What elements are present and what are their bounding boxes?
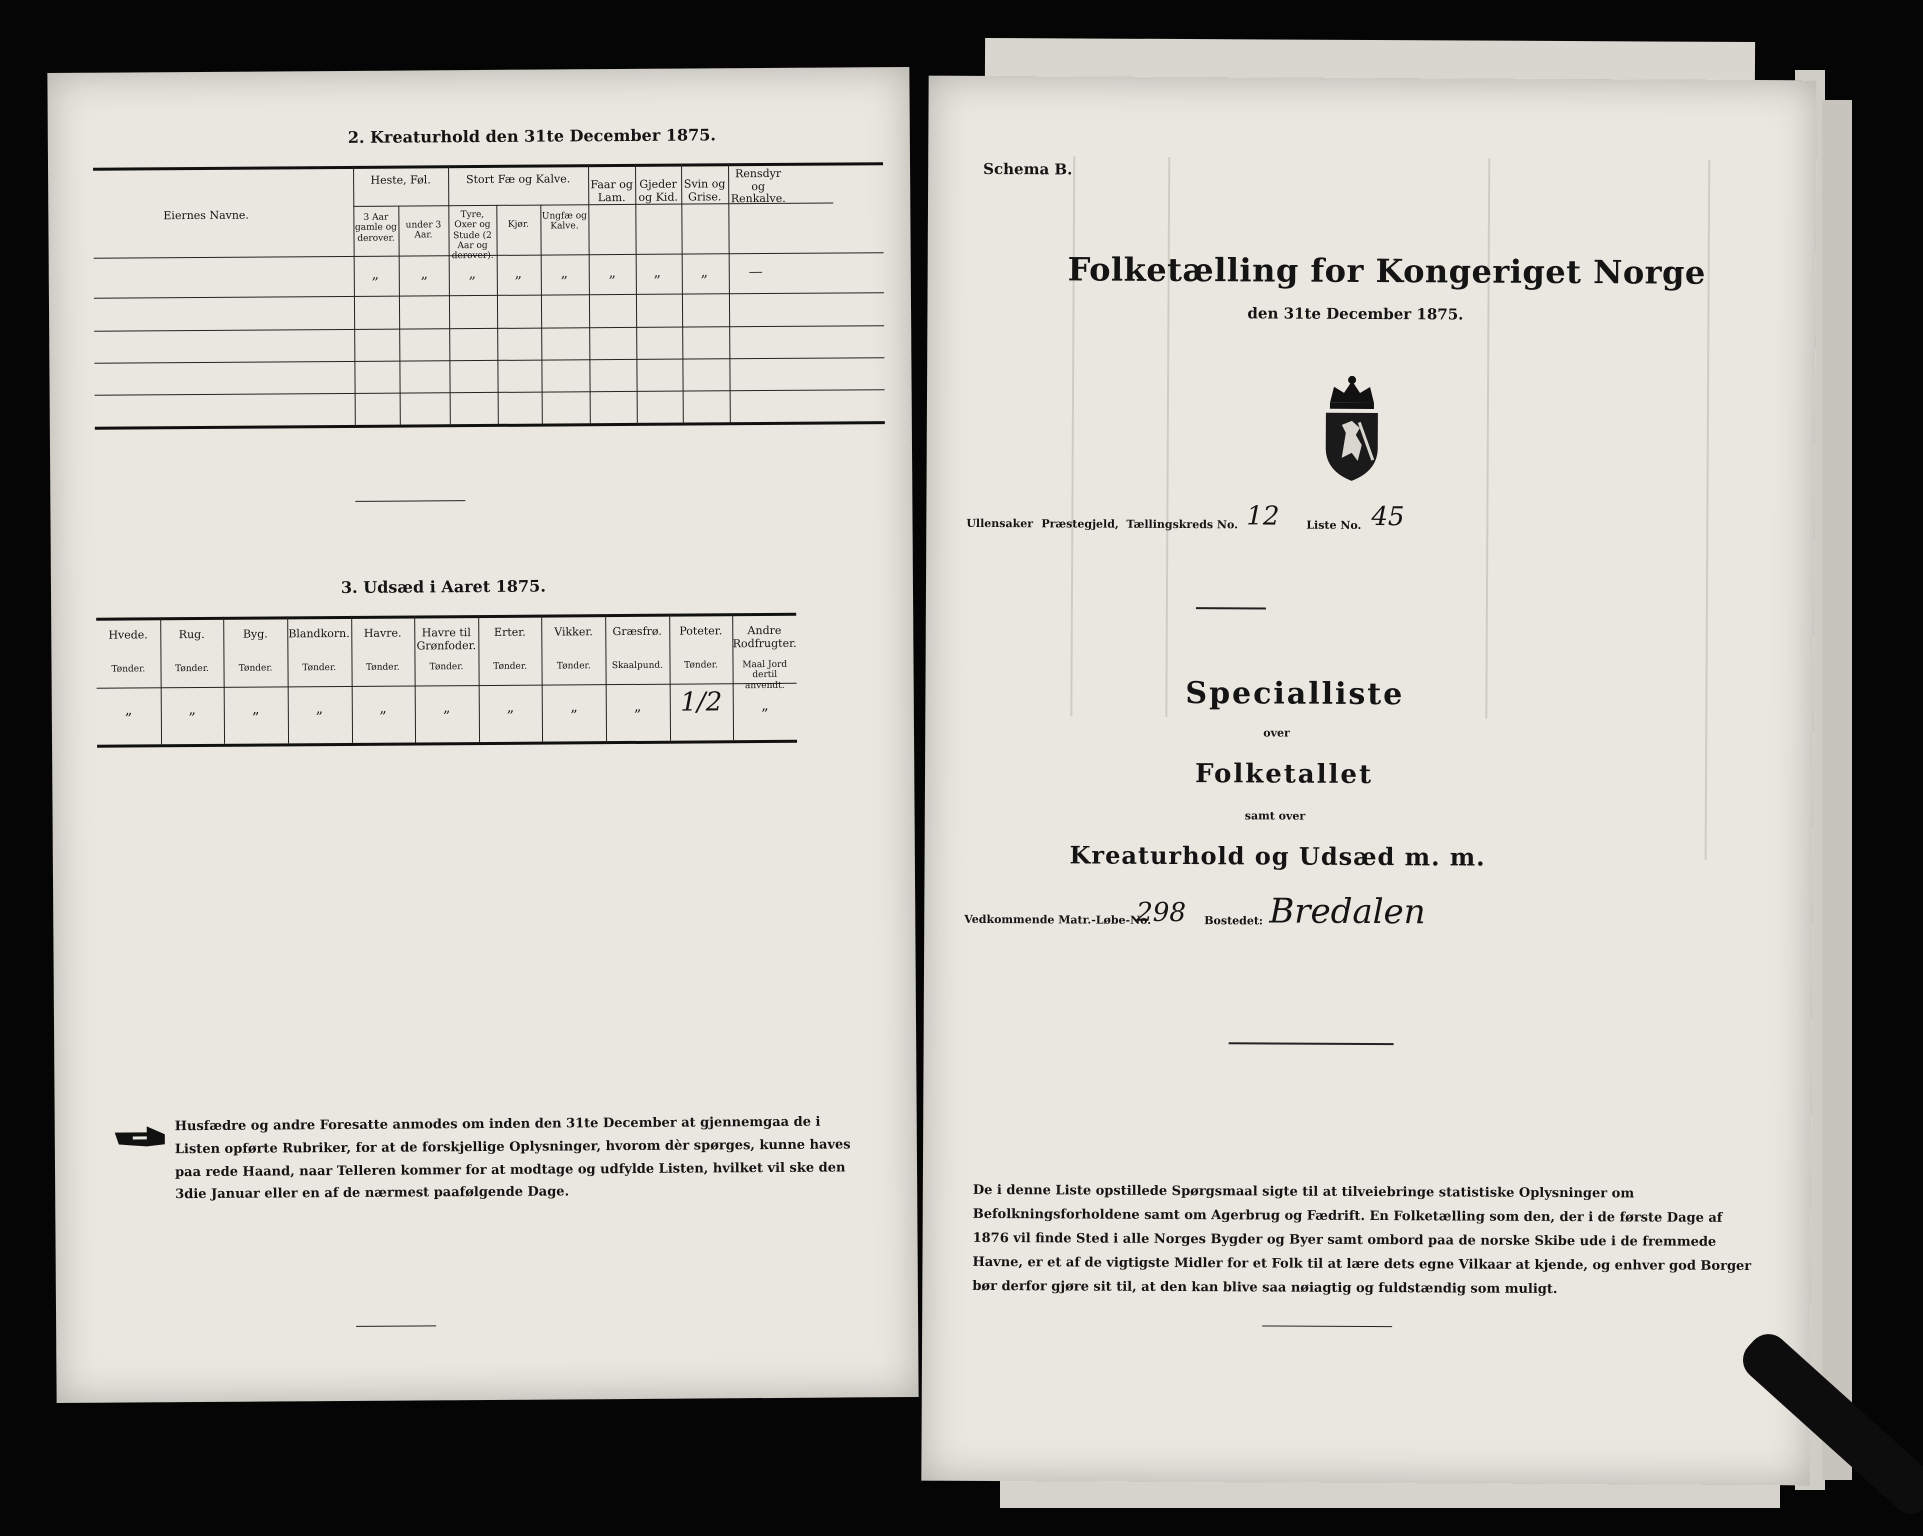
separator-rule: [1229, 1042, 1394, 1045]
bleed-through-rule: [1070, 156, 1075, 716]
table2-heste-header: Heste, Føl.: [370, 173, 431, 187]
table2-row-rule: [95, 389, 885, 396]
bleed-through-rule: [1165, 157, 1170, 717]
tellingskreds-number: 12: [1246, 501, 1280, 532]
coat-of-arms-icon: [1312, 373, 1393, 483]
table3-col-unit: Tønder.: [111, 664, 146, 675]
table3-top-rule: [96, 613, 796, 621]
table3-value-row: [47, 67, 909, 73]
table3-col-unit: Tønder.: [302, 663, 337, 674]
table3-value: „: [761, 698, 769, 715]
table3-value: „: [124, 702, 133, 719]
bosted-value: Bredalen: [1269, 891, 1426, 933]
table3-col-header: Havre til Grønfoder.: [416, 626, 477, 653]
bleed-through-rule: [1485, 159, 1490, 719]
table3-bottom-rule: [97, 740, 797, 748]
table2-ungfae-header: Ungfæ og Kalve.: [541, 211, 587, 232]
table2-row-rule: [94, 292, 884, 299]
table3-col-unit: Skaalpund.: [611, 660, 664, 672]
liste-label: Liste No.: [1306, 518, 1362, 532]
table3-col-header: Græsfrø.: [612, 624, 662, 639]
table3-col-header: Rug.: [178, 627, 205, 642]
table3-value: „: [188, 702, 196, 719]
table2-stortfae-header: Stort Fæ og Kalve.: [465, 172, 571, 187]
liste-number: 45: [1371, 502, 1405, 533]
section3-title: 3. Udsæd i Aaret 1875.: [340, 576, 546, 597]
samt-over-label: samt over: [1244, 809, 1306, 823]
table3-value: 1/2: [680, 687, 723, 718]
table3-value: „: [379, 700, 387, 717]
section-separator: [355, 500, 465, 502]
left-page: [47, 67, 918, 1403]
specialliste-heading: Specialliste: [1185, 676, 1405, 713]
table3-col-unit: Maal Jord dertil anvendt.: [742, 659, 788, 691]
separator-rule: [1196, 607, 1266, 609]
table3-col-header: Poteter.: [679, 624, 723, 638]
footnote-text: Husfædre og andre Foresatte anmodes om inden den 31te December at gjennemgaa de i Listen opførte Rubriker, for at de forskjellige Oplysninger, hvorom dèr spørges, kunne haves paa rede Haand, naar Telleren kommer for at modtage og udfylde Listen, hvilket vil ske den 3die Januar eller en af de nærmest paafølgende Dage.: [174, 1114, 851, 1203]
table2-kjor-header: Kjør.: [507, 219, 530, 230]
right-page: [921, 76, 1816, 1486]
bottom-rule: [1262, 1325, 1392, 1327]
document-title: Folketælling for Kongeriget Norge: [1067, 250, 1706, 292]
table2-mark: „: [420, 266, 429, 283]
table3-col-header: Erter.: [493, 625, 526, 639]
table2-col-rule: [496, 205, 499, 425]
table2-mark: „: [468, 266, 477, 283]
prestegjeld-label: Præstegjeld,: [1041, 517, 1119, 531]
table2-col-rule: [540, 205, 543, 425]
table2-mark: „: [608, 265, 617, 282]
table3-col-header: Blandkorn.: [288, 626, 350, 641]
table3-col-header: Vikker.: [554, 625, 593, 639]
table3-col-unit: Tønder.: [175, 663, 209, 675]
table2-mark: „: [371, 266, 380, 283]
table3-col-unit: Tønder.: [556, 661, 591, 672]
kreaturhold-heading: Kreaturhold og Udsæd m. m.: [1069, 840, 1486, 872]
table3-value: „: [570, 699, 578, 716]
table2-mark: „: [560, 265, 569, 282]
over-label: over: [1263, 726, 1290, 740]
matr-number: 298: [1136, 897, 1187, 929]
table2-rensdyr-header: Rensdyr og Renkalve.: [730, 166, 786, 206]
table3-col-header: Hvede.: [108, 628, 148, 642]
tellingskreds-label: Tællingskreds No.: [1126, 517, 1239, 532]
table3-col-unit: Tønder.: [238, 663, 273, 674]
table3-value: „: [443, 700, 451, 717]
bottom-separator: [356, 1325, 436, 1327]
table2-mark: „: [514, 265, 523, 282]
table2-heste-3aar-header: 3 Aar gamle og derover.: [354, 212, 397, 244]
table2-svin-header: Svin og Grise.: [683, 177, 726, 204]
bosted-label: Bostedet:: [1204, 914, 1264, 928]
table3-col-header: Andre Rodfrugter.: [732, 623, 797, 650]
table2-mark: „: [700, 264, 709, 281]
table3-header-row: [47, 67, 909, 73]
table3-value: „: [634, 698, 642, 715]
pointing-hand-icon: [113, 1122, 171, 1152]
table3-col-unit: Tønder.: [429, 662, 464, 673]
table2-heste-under3-header: under 3 Aar.: [405, 220, 442, 241]
table3-value: „: [506, 699, 515, 716]
table2-row-rule: [94, 357, 884, 364]
table3-value: „: [252, 701, 260, 718]
table2-mark: „: [653, 264, 662, 281]
table2-owner-header: Eiernes Navne.: [163, 208, 249, 223]
table2-faar-header: Faar og Lam.: [590, 177, 633, 204]
table2-mark: —: [748, 264, 763, 281]
folketallet-heading: Folketallet: [1194, 759, 1374, 791]
document-subtitle: den 31te December 1875.: [1247, 304, 1464, 324]
section2-title: 2. Kreaturhold den 31te December 1875.: [347, 125, 716, 147]
table3-col-unit: Tønder.: [684, 660, 718, 671]
paper-edge-top: [985, 38, 1755, 82]
schema-label: Schema B.: [983, 159, 1073, 179]
matr-label: Vedkommende Matr.-Løbe-No.: [964, 912, 1152, 927]
table3-col-header: Byg.: [242, 627, 268, 641]
table2-bottom-rule: [95, 421, 885, 430]
table3-value: „: [315, 701, 324, 718]
prestegjeld-name: Ullensaker: [966, 516, 1034, 531]
intro-paragraph: De i denne Liste opstillede Spørgsmaal sigte til at tilveiebringe statistiske Oplysninger om Befolkningsforholdene samt om Agerbrug og Fædrift. En Folketælling som den, der i de første Dage af 1876 vil finde Sted i alle Norges Bygder og Byer samt ombord paa de norske Skibe ude i de fremmede Havne, er et af de vigtigste Midler for et Folk til at lære dets egne Vilkaar at kjende, og enhver god Borger bør derfor gjøre sit til, at den kan blive saa nøiagtig og fuldstændig som muligt.: [972, 1182, 1752, 1298]
table3-col-unit: Tønder.: [493, 661, 528, 672]
paper-edge-right-outer: [1822, 100, 1852, 1480]
table3-col-unit: Tønder.: [365, 662, 400, 673]
table2-row-rule: [94, 325, 884, 332]
table3-col-header: Havre.: [363, 626, 402, 640]
table2-gjeder-header: Gjeder og Kid.: [638, 177, 679, 204]
table2-tyre-header: Tyre, Oxer og Stude (2 Aar og derover).: [451, 209, 494, 262]
